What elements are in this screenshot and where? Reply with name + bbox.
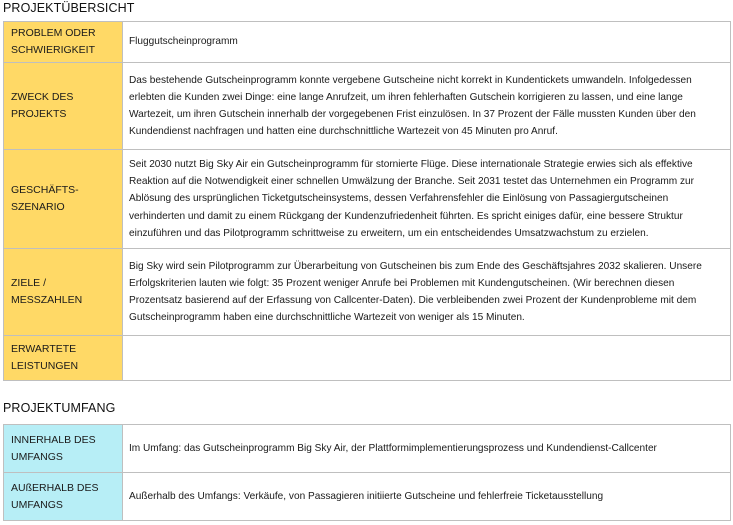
- row-content-in-scope: Im Umfang: das Gutscheinprogramm Big Sky Air, der Plattformimplementierungsprozess und Kundendienst-Callcenter: [123, 425, 731, 473]
- row-label-business-case: GESCHÄFTS-SZENARIO: [4, 150, 123, 249]
- table-row: [4, 336, 731, 381]
- overview-table: [3, 21, 731, 381]
- row-label-problem: PROBLEM ODER SCHWIERIGKEIT: [4, 22, 123, 63]
- row-label-in-scope: INNERHALB DES UMFANGS: [4, 425, 123, 473]
- row-content-deliverables: [123, 336, 731, 381]
- scope-table: [3, 424, 731, 521]
- overview-title: PROJEKTÜBERSICHT: [3, 1, 135, 15]
- scope-title: PROJEKTUMFANG: [3, 401, 116, 415]
- table-row: [4, 22, 731, 63]
- row-label-deliverables: ERWARTETE LEISTUNGEN: [4, 336, 123, 381]
- table-row: [4, 63, 731, 150]
- table-row: [4, 425, 731, 473]
- row-content-business-case: Seit 2030 nutzt Big Sky Air ein Gutscheinprogramm für stornierte Flüge. Diese internationale Strategie erwies sich als effektive Reaktion auf die Notwendigkeit einer schnellen Umwälzung der Branche. Seit 2031 testet das Unternehmen ein Programm zur Ablösung des ursprünglichen Ticketgutscheinsystems, dessen Verfahrensfehler die Einlösung von Passagiergutscheinen verhinderten und damit zu einem Rückgang der Kundenzufriedenheit führten. Es spricht einiges dafür, eine bessere Struktur einzuführen und das Pilotprogramm schrittweise zu erweitern, um ein entscheidendes Umsatzwachstum zu erzielen.: [123, 150, 731, 249]
- row-content-purpose: Das bestehende Gutscheinprogramm konnte vergebene Gutscheine nicht korrekt in Kundentickets umwandeln. Infolgedessen erlebten die Kunden zwei Dinge: eine lange Anrufzeit, um ihren fehlerhaften Gutschein korrigieren zu lassen, und eine lange Wartezeit, um ihren Gutschein innerhalb der vorgegebenen Frist einzulösen. In 37 Prozent der Fälle mussten Kunden über den Kundendienst nachfragen und hatten eine durchschnittliche Wartezeit von 45 Minuten pro Anruf.: [123, 63, 731, 150]
- table-row: [4, 473, 731, 521]
- row-content-problem: Fluggutscheinprogramm: [123, 22, 731, 63]
- row-content-goals: Big Sky wird sein Pilotprogramm zur Überarbeitung von Gutscheinen bis zum Ende des Geschäftsjahres 2032 skalieren. Unsere Erfolgskriterien lauten wie folgt: 35 Prozent weniger Anrufe bei Problemen mit Kundengutscheinen. (Wir berechnen diesen Prozentsatz basierend auf der Erfassung von Callcenter-Daten). Die verbleibenden zwei Prozent der Kundenprobleme mit dem Gutscheinprogramm haben eine durchschnittliche Wartezeit von weniger als 15 Minuten.: [123, 249, 731, 336]
- row-label-purpose: ZWECK DES PROJEKTS: [4, 63, 123, 150]
- row-label-out-of-scope: AUßERHALB DES UMFANGS: [4, 473, 123, 521]
- table-row: [4, 150, 731, 249]
- row-content-out-of-scope: Außerhalb des Umfangs: Verkäufe, von Passagieren initiierte Gutscheine und fehlerfreie Ticketausstellung: [123, 473, 731, 521]
- row-label-goals: ZIELE / MESSZAHLEN: [4, 249, 123, 336]
- table-row: [4, 249, 731, 336]
